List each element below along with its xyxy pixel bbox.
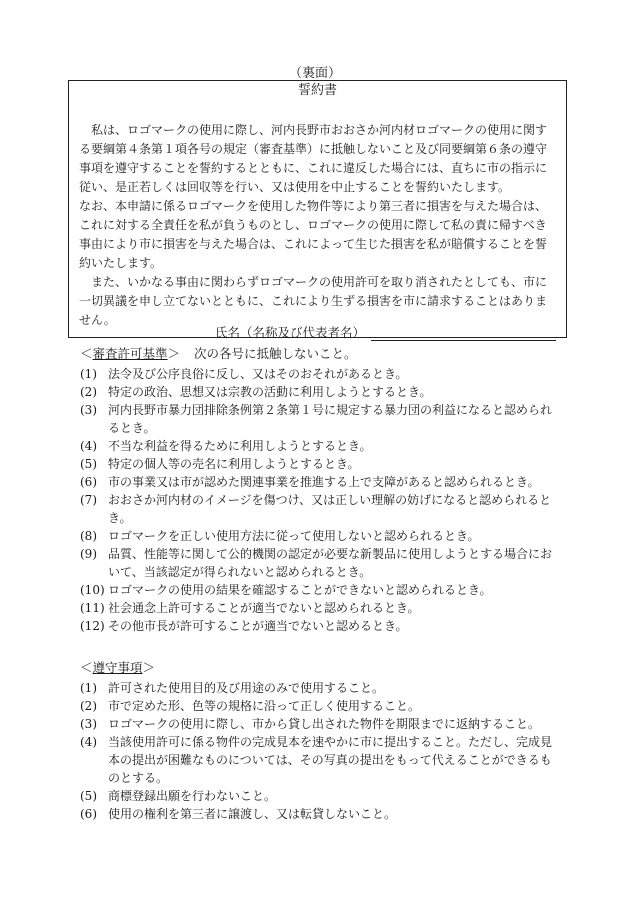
compliance-title: 遵守事項 — [92, 660, 143, 675]
criteria-list — [80, 365, 560, 635]
item-text: 市の事業又は市が認めた関連事業を推進する上で支障があると認められるとき。 — [108, 475, 540, 489]
pledge-box — [68, 80, 567, 338]
criteria-item — [80, 383, 560, 401]
item-text: ロゴマークの使用の結果を確認することができないと認められるとき。 — [108, 583, 492, 597]
item-number: (10) — [80, 583, 105, 597]
compliance-item — [80, 697, 560, 715]
item-text: 商標登録出願を行わないこと。 — [108, 789, 277, 803]
item-number: (5) — [80, 789, 97, 803]
item-number: (11) — [80, 601, 105, 615]
criteria-item — [80, 491, 560, 527]
item-number: (4) — [80, 439, 97, 453]
criteria-item — [80, 617, 560, 635]
compliance-section — [80, 659, 560, 823]
item-text: おおさか河内材のイメージを傷つけ、又は正しい理解の妨げになると認められるとき。 — [108, 493, 552, 525]
compliance-bracket-close: ＞ — [142, 660, 156, 675]
compliance-heading — [80, 659, 560, 677]
criteria-bracket-close: ＞ — [167, 346, 181, 361]
criteria-item — [80, 365, 560, 383]
signature-label: 氏名（名称及び代表者名） — [215, 325, 366, 340]
item-text: ロゴマークを正しい使用方法に従って使用しないと認められるとき。 — [108, 529, 480, 543]
item-text: 不当な利益を得るために利用しようとするとき。 — [108, 439, 372, 453]
compliance-bracket-open: ＜ — [80, 660, 93, 675]
item-text: 法令及び公序良俗に反し、又はそのおそれがあるとき。 — [108, 367, 408, 381]
criteria-description: 次の各号に抵触しないこと。 — [194, 346, 357, 361]
compliance-item — [80, 787, 560, 805]
item-number: (8) — [80, 529, 97, 543]
pledge-body — [79, 121, 549, 330]
item-number: (6) — [80, 475, 97, 489]
criteria-item — [80, 455, 560, 473]
criteria-item — [80, 401, 560, 437]
item-text: 当該使用許可に係る物件の完成見本を速やかに市に提出すること。ただし、完成見本の提出が困難なものについては、その写真の提出をもって代えることができるものとする。 — [108, 735, 553, 785]
criteria-item — [80, 527, 560, 545]
criteria-item — [80, 599, 560, 617]
item-number: (12) — [80, 619, 105, 633]
item-number: (2) — [80, 385, 97, 399]
pledge-paragraph: 私は、ロゴマークの使用に際し、河内長野市おおさか河内材ロゴマークの使用に関する要綱第４条第１項各号の規定（審査基準）に抵触しないこと及び同要綱第６条の遵守事項を遵守することを誓約するとともに、これに違反した場合には、直ちに市の指示に従い、是正若しくは回収等を行い、又は使用を中止することを誓約いたします。 — [79, 123, 548, 194]
item-number: (6) — [80, 807, 97, 821]
compliance-item — [80, 733, 560, 787]
item-text: 品質、性能等に関して公的機関の認定が必要な新製品に使用しようとする場合において、当該認定が得られないと認められるとき。 — [108, 547, 553, 579]
item-text: 許可された使用目的及び用途のみで使用すること。 — [108, 681, 385, 695]
compliance-item — [80, 805, 560, 823]
item-number: (2) — [80, 699, 97, 713]
item-number: (5) — [80, 457, 97, 471]
criteria-heading — [80, 345, 560, 363]
signature-row — [215, 325, 556, 341]
item-text: 特定の個人等の売名に利用しようとするとき。 — [108, 457, 360, 471]
item-text: 使用の権利を第三者に譲渡し、又は転貸しないこと。 — [108, 807, 397, 821]
review-criteria-section — [80, 345, 560, 635]
item-number: (1) — [80, 367, 97, 381]
item-number: (3) — [80, 403, 97, 417]
pledge-paragraph: また、いかなる事由に関わらずロゴマークの使用許可を取り消されたとしても、市に一切異議を申し立てないとともに、これにより生ずる損害を市に請求することはありません。 — [79, 275, 548, 327]
item-text: 河内長野市暴力団排除条例第２条第１号に規定する暴力団の利益になると認められるとき。 — [108, 403, 553, 435]
item-text: 社会通念上許可することが適当でないと認められるとき。 — [108, 601, 420, 615]
criteria-bracket-open: ＜ — [80, 346, 93, 361]
pledge-paragraph: なお、本申請に係るロゴマークを使用した物件等により第三者に損害を与えた場合は、これに対する全責任を私が負うものとし、ロゴマークの使用に際して私の責に帰すべき事由により市に損害を与えた場合は、これによって生じた損害を私が賠償することを誓約いたします。 — [79, 199, 548, 270]
criteria-item — [80, 545, 560, 581]
item-number: (3) — [80, 717, 97, 731]
item-number: (4) — [80, 735, 97, 749]
criteria-item — [80, 473, 560, 491]
signature-line — [371, 326, 556, 341]
criteria-item — [80, 581, 560, 599]
item-number: (9) — [80, 547, 97, 561]
item-text: 市で定めた形、色等の規格に沿って正しく使用すること。 — [108, 699, 421, 713]
pledge-title: 誓約書 — [297, 83, 337, 98]
item-text: その他市長が許可することが適当でないと認めるとき。 — [108, 619, 408, 633]
criteria-item — [80, 437, 560, 455]
compliance-item — [80, 679, 560, 697]
compliance-list — [80, 679, 560, 823]
item-number: (1) — [80, 681, 97, 695]
item-text: 特定の政治、思想又は宗教の活動に利用しようとするとき。 — [108, 385, 432, 399]
compliance-item — [80, 715, 560, 733]
criteria-title: 審査許可基準 — [92, 346, 168, 361]
page-side-label: （裏面） — [288, 66, 341, 81]
item-text: ロゴマークの使用に際し、市から貸し出された物件を期限までに返納すること。 — [108, 717, 541, 731]
item-number: (7) — [80, 493, 97, 507]
